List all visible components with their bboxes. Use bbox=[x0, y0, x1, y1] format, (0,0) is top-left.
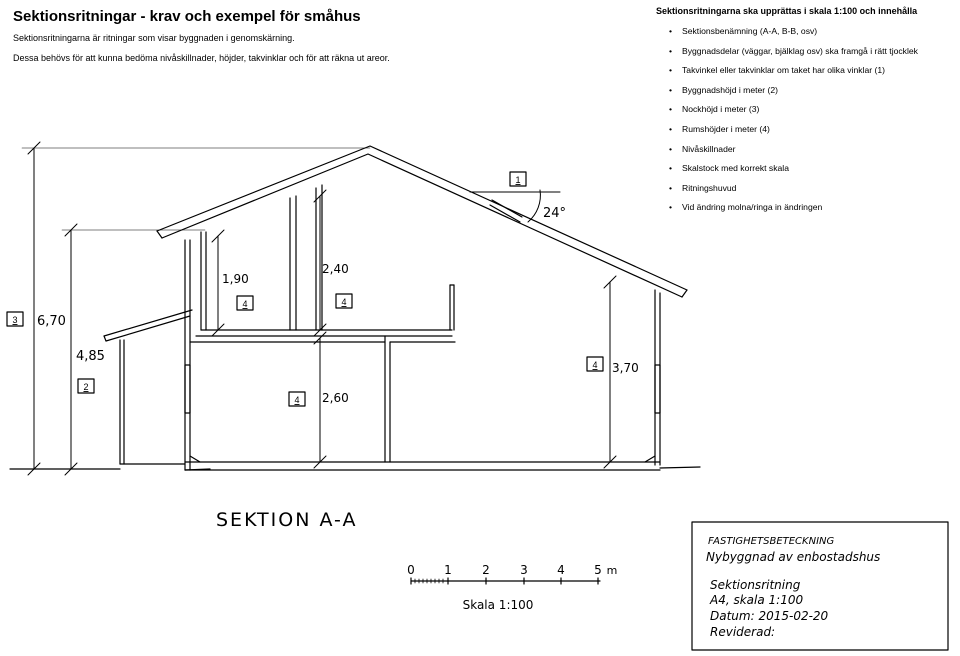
ridge-height-label: 6,70 bbox=[37, 314, 66, 329]
scale-tick-label: 0 bbox=[407, 563, 415, 577]
svg-text:2: 2 bbox=[83, 382, 89, 392]
right-room-height-label: 3,70 bbox=[612, 361, 639, 375]
scale-tick-label: 3 bbox=[520, 563, 528, 577]
marker-roof-angle bbox=[510, 172, 526, 186]
marker-right-room bbox=[587, 357, 603, 371]
requirement-item: • Sektionsbenämning (A-A, B-B, osv) bbox=[669, 26, 918, 46]
title-block-project: Nybyggnad av enbostadshus bbox=[706, 550, 881, 564]
requirement-item: • Nockhöjd i meter (3) bbox=[669, 104, 918, 124]
scale-tick-label: 5 bbox=[594, 563, 602, 577]
ground-room-height-label: 2,60 bbox=[322, 391, 349, 405]
scale-tick-label: 2 bbox=[482, 563, 490, 577]
scale-bar bbox=[407, 563, 617, 612]
svg-text:3: 3 bbox=[12, 315, 18, 325]
svg-text:4: 4 bbox=[294, 395, 300, 405]
lean-to-roof bbox=[104, 310, 192, 341]
title-block bbox=[692, 522, 948, 650]
marker-ridge-height bbox=[7, 312, 23, 326]
roof-angle-label: 24° bbox=[543, 206, 567, 221]
title-block-date: Datum: 2015-02-20 bbox=[710, 609, 829, 623]
requirement-item: • Byggnadshöjd i meter (2) bbox=[669, 85, 918, 105]
requirement-item: • Skalstock med korrekt skala bbox=[669, 163, 918, 183]
scale-unit: m bbox=[606, 564, 618, 577]
svg-text:4: 4 bbox=[341, 297, 347, 307]
building-structure bbox=[185, 185, 660, 470]
section-label: SEKTION A-A bbox=[216, 509, 358, 531]
attic-height-label: 1,90 bbox=[222, 272, 249, 286]
page-title: Sektionsritningar - krav och exempel för småhus bbox=[13, 8, 361, 25]
building-height-label: 4,85 bbox=[76, 349, 105, 364]
requirement-item: • Takvinkel eller takvinklar om taket har olika vinklar (1) bbox=[669, 65, 918, 85]
marker-attic-room bbox=[237, 296, 253, 310]
upper-room-height-label: 2,40 bbox=[322, 262, 349, 276]
marker-building-height bbox=[78, 379, 94, 393]
title-block-heading: FASTIGHETSBETECKNING bbox=[708, 536, 835, 547]
marker-boxes bbox=[7, 172, 603, 406]
intro-text-2: Dessa behövs för att kunna bedöma nivåskillnader, höjder, takvinklar och för att räkna ut areor. bbox=[13, 53, 390, 63]
dimension-labels bbox=[37, 206, 639, 531]
svg-text:4: 4 bbox=[592, 360, 598, 370]
title-block-revised: Reviderad: bbox=[710, 625, 776, 639]
requirements-title: Sektionsritningarna ska upprättas i skala 1:100 och innehålla bbox=[656, 6, 918, 16]
scale-label: Skala 1:100 bbox=[462, 598, 534, 612]
dimension-lines bbox=[22, 142, 616, 475]
svg-text:4: 4 bbox=[242, 299, 248, 309]
title-block-drawing-type: Sektionsritning bbox=[710, 578, 801, 592]
title-block-format: A4, skala 1:100 bbox=[710, 593, 804, 607]
svg-text:1: 1 bbox=[515, 175, 521, 185]
requirement-item: • Vid ändring molna/ringa in ändringen bbox=[669, 202, 918, 222]
requirement-item: • Ritningshuvud bbox=[669, 183, 918, 203]
lean-to-walls bbox=[120, 340, 185, 464]
intro-text-1: Sektionsritningarna är ritningar som visar byggnaden i genomskärning. bbox=[13, 33, 295, 43]
marker-ground-room bbox=[289, 392, 305, 406]
requirement-item: • Rumshöjder i meter (4) bbox=[669, 124, 918, 144]
scale-tick-label: 4 bbox=[557, 563, 565, 577]
scale-tick-label: 1 bbox=[444, 563, 452, 577]
requirement-item: • Nivåskillnader bbox=[669, 144, 918, 164]
requirement-item: • Byggnadsdelar (väggar, bjälklag osv) ska framgå i rätt tjocklek bbox=[669, 46, 918, 66]
marker-upper-room bbox=[336, 294, 352, 308]
